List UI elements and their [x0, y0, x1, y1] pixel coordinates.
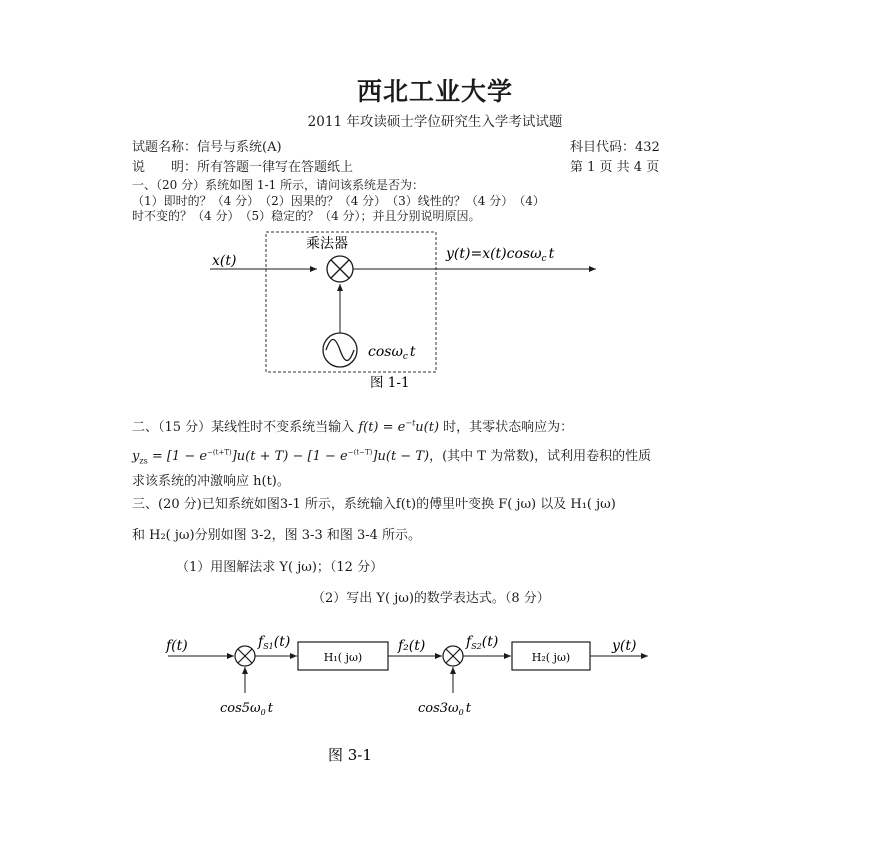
- fig1-caption: 图 1-1: [370, 375, 410, 391]
- q2-line-2: $y_{zs} = [1 - e^{-(t+T)}]u(t + T) - [1 - e^{-(t-T)}]u(t - T)$，(其中 T 为常数)，试利用卷积的性质: [132, 448, 652, 466]
- q3-line-1: 三、(20 分)已知系统如图3-1 所示，系统输入f(t)的傅里叶变换 F( jω) 以及 H₁( jω): [132, 497, 616, 512]
- fig1-multiplier-label: 乘法器: [306, 236, 348, 252]
- q1-line-2: （1）即时的？（4 分） （2）因果的？（4 分） （3）线性的？（4 分） （4）: [132, 194, 545, 208]
- fig1-output-label: y(t)=x(t)cosω$_c$ t: [446, 246, 555, 264]
- q3-part-2: （2）写出 Y( jω)的数学表达式。（8 分）: [312, 591, 550, 606]
- fig3-cos1-label: $\cos 5\omega_0$ t: [220, 701, 273, 717]
- h1-label: H₁( jω): [323, 651, 363, 664]
- h2-label: H₂( jω): [531, 651, 571, 664]
- fig3-fs1-label: $f_{S1}(t)$: [258, 634, 291, 651]
- multiplier-1-icon: [235, 646, 255, 666]
- fig3-caption: 图 3-1: [328, 746, 372, 764]
- page-info: 第 1 页 共 4 页: [570, 160, 660, 175]
- fig3-cos2-label: $\cos 3\omega_0$ t: [418, 701, 471, 717]
- note-text: 所有答题一律写在答题纸上: [197, 160, 354, 175]
- fig3-input-label: f(t): [166, 638, 188, 654]
- oscillator-icon: [323, 333, 357, 367]
- code-label: 科目代码：: [570, 140, 636, 155]
- fig1-osc-label: cosω$_c$ t: [368, 344, 416, 362]
- multiplier-icon: [327, 256, 353, 282]
- fig3-output-label: y(t): [612, 638, 637, 654]
- q2-line-1: 二、（15 分）某线性时不变系统当输入 $f(t) = e^{-t}u(t)$ 时，其零状态响应为：: [132, 418, 574, 435]
- q3-line-2: 和 H₂( jω)分别如图 3-2，图 3-3 和图 3-4 所示。: [132, 528, 422, 543]
- note-label: 说 明：: [132, 160, 198, 175]
- university-title: 西北工业大学: [356, 77, 513, 106]
- exam-title: 2011 年攻读硕士学位研究生入学考试试题: [307, 114, 563, 130]
- fig3-fs2-label: $f_{S2}(t)$: [466, 634, 499, 651]
- fig3-f2-label: f₂(t): [398, 638, 426, 654]
- multiplier-2-icon: [443, 646, 463, 666]
- subject-label: 试题名称：: [132, 140, 198, 155]
- subject-name: 信号与系统(A): [197, 140, 282, 155]
- q3-part-1: （1）用图解法求 Y( jω)；（12 分）: [176, 560, 384, 575]
- q1-line-1: 一、（20 分）系统如图 1-1 所示，请问该系统是否为：: [132, 178, 425, 192]
- q1-line-3: 时不变的？（4 分） （5）稳定的？（4 分）；并且分别说明原因。: [132, 209, 481, 223]
- fig1-input-label: x(t): [212, 253, 237, 269]
- q2-line-3: 求该系统的冲激响应 h(t)。: [132, 474, 290, 489]
- code-value: 432: [635, 140, 660, 155]
